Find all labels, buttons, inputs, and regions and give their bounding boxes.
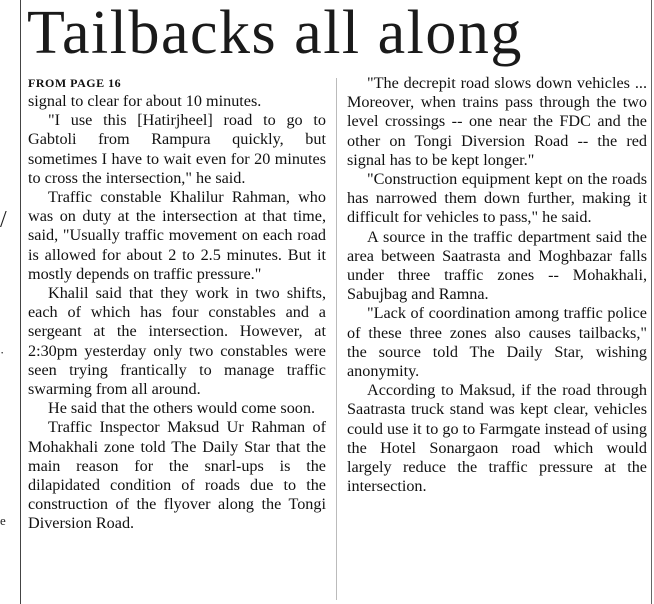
paragraph: He said that the others would come soon. [48, 399, 316, 418]
continuation-label: FROM PAGE 16 [28, 76, 122, 90]
article-column-2 [347, 74, 647, 600]
page-edge-rule [651, 0, 652, 604]
paragraph: Traffic constable Khalilur Rahman, who was on duty at the intersection at that time, said, "Usually traffic movement on each road is allowed for about 2 to 2.5 minutes. But it mostly depends on traffic pressure." [28, 188, 326, 283]
paragraph: Khalil said that they work in two shifts, each of which has four constables and a sergeant at the intersection. However, at 2:30pm yesterday only two constables were seen trying frantically to manage traffic swarming from all around. [28, 284, 326, 399]
article-headline: Tailbacks all along [27, 0, 523, 67]
paragraph: signal to clear for about 10 minutes. [28, 92, 262, 110]
paragraph: Traffic Inspector Maksud Ur Rahman of Mohakhali zone told The Daily Star that the main reason for the snarl-ups is the dilapidated condition of roads due to the construction of the flyover along the Tongi Diversion Road. [28, 418, 326, 533]
column-divider [336, 78, 337, 600]
paragraph: "Construction equipment kept on the roads has narrowed them down further, making it difficult for vehicles to pass," he said. [347, 170, 647, 227]
adjacent-article-fragment: e [0, 513, 6, 528]
paragraph: "Lack of coordination among traffic police of these three zones also causes tailbacks," the source told The Daily Star, wishing anonymity. [347, 304, 647, 381]
paragraph: "I use this [Hatirjheel] road to go to Gabtoli from Rampura quickly, but sometimes I have to wait even for 20 minutes to cross the intersection," he said. [28, 111, 326, 187]
adjacent-article-fragment: / [0, 207, 7, 233]
paragraph: "The decrepit road slows down vehicles ... Moreover, when trains pass through the two level crossings -- one near the FDC and the other on Tongi Diversion Road -- the red signal has to be kept longer." [347, 74, 647, 169]
left-column-rule [20, 0, 21, 604]
adjacent-article-fragment: · [0, 345, 5, 360]
paragraph: According to Maksud, if the road through Saatrasta truck stand was kept clear, vehicles could use it to go to Farmgate instead of using the Hotel Sonargaon road which would largely reduce the traffic pressure at the intersection. [347, 381, 647, 496]
paragraph: A source in the traffic department said the area between Saatrasta and Moghbazar falls under three traffic zones -- Mohakhali, Sabujbag and Ramna. [347, 227, 647, 304]
article-column-1 [28, 74, 326, 600]
